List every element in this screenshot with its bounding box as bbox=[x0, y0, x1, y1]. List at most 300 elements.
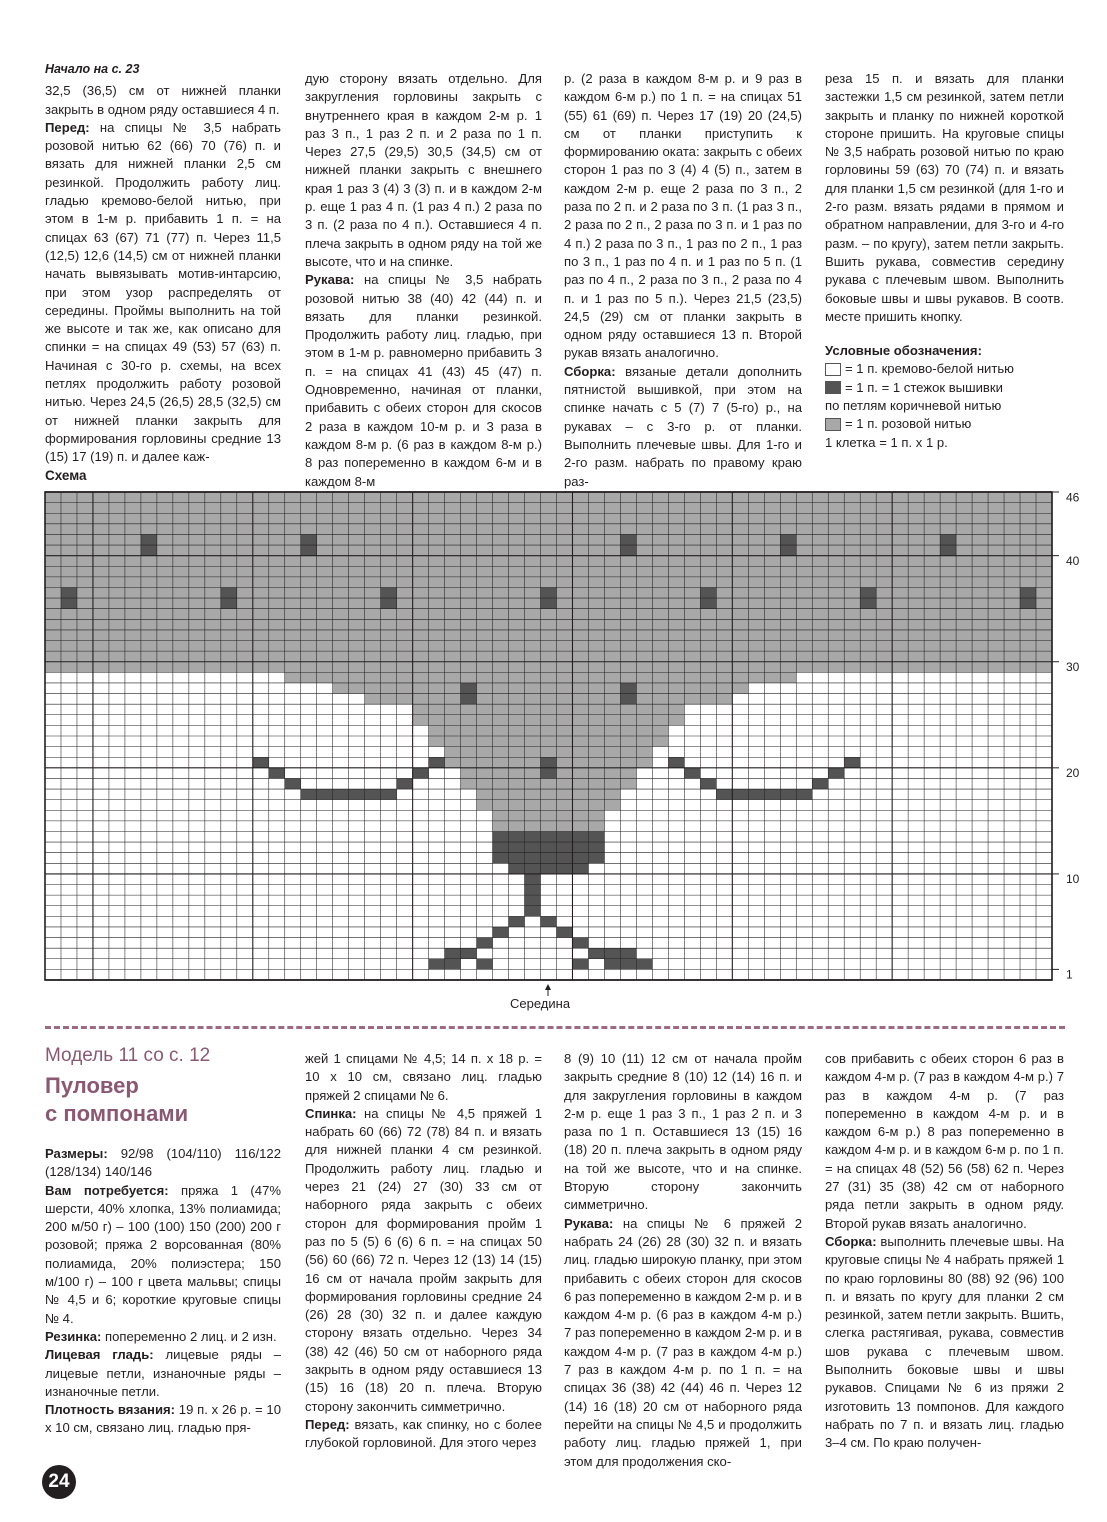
dark-cell bbox=[556, 853, 572, 864]
pink-cell bbox=[525, 725, 541, 736]
bottom-column-3 bbox=[564, 1050, 802, 1471]
pink-cell bbox=[556, 778, 572, 789]
paragraph: Перед: вязать, как спинку, но с более глубокой горловиной. Для этого через bbox=[305, 1416, 542, 1451]
pink-cell bbox=[572, 725, 588, 736]
pink-cell bbox=[541, 715, 557, 726]
pink-cell bbox=[572, 747, 588, 758]
dark-dot bbox=[301, 534, 317, 545]
legend-item-pink: = 1 п. розовой нитью bbox=[825, 415, 1064, 433]
pink-cell bbox=[413, 715, 429, 726]
pink-cell bbox=[668, 704, 684, 715]
pink-cell bbox=[541, 736, 557, 747]
pink-cell bbox=[493, 704, 509, 715]
pink-cell bbox=[604, 736, 620, 747]
pink-cell bbox=[684, 672, 700, 683]
dark-cell bbox=[572, 959, 588, 970]
pink-cell bbox=[732, 683, 748, 694]
dark-dot bbox=[700, 587, 716, 598]
pink-cell bbox=[572, 704, 588, 715]
pink-cell bbox=[700, 694, 716, 705]
pink-cell bbox=[509, 736, 525, 747]
pink-cell bbox=[461, 704, 477, 715]
dark-dot bbox=[620, 683, 636, 694]
dark-cell bbox=[301, 789, 317, 800]
paragraph: р. (2 раза в каждом 8-м р. и 9 раз в каждом 6-м р.) по 1 п. = на спицах 51 (55) 61 (69) п. Через 17 (19) 20 (24,5) см от планки приступить к формированию оката: закрыть с обеих сторон 1 раз по 3 (4) 4 (5) п., затем в каждом 2-м р. еще 2 раза по 3 п., 2 раза по 2 п. и 2 раза по 3 п. (1 раз 3 п., 2 раза по 2 п., 2 раза по 3 п. и 1 раз по 4 п.) 2 раза по 3 п., 1 раз по 2 п., 1 раз по 3 п., 1 раз по 4 п. и 1 раз по 5 п. (1 раз по 4 п., 2 раза по 3 п., 2 раза по 4 п. и 1 раз по 5 п.). Через 21,5 (23,5) 24,5 (29) см от планки закрыть в одном ряду оставшиеся 13 п. Второй рукав вязать аналогично. bbox=[564, 71, 802, 361]
pink-cell bbox=[509, 778, 525, 789]
pink-cell bbox=[572, 672, 588, 683]
pink-cell bbox=[445, 736, 461, 747]
pink-cell bbox=[604, 789, 620, 800]
pink-cell bbox=[604, 694, 620, 705]
paragraph: жей 1 спицами № 4,5; 14 п. х 18 р. = 10 х 10 см, связано лиц. гладью пряжей 2 спицами № 6. bbox=[305, 1051, 542, 1103]
pink-cell bbox=[556, 757, 572, 768]
paragraph: Размеры: 92/98 (104/110) 116/122 (128/134) 140/146 bbox=[45, 1146, 281, 1180]
pink-cell bbox=[556, 810, 572, 821]
dark-cell bbox=[572, 831, 588, 842]
dark-dot bbox=[461, 694, 477, 705]
dark-dot bbox=[381, 598, 397, 609]
pink-cell bbox=[541, 821, 557, 832]
pink-cell bbox=[509, 704, 525, 715]
pink-cell bbox=[700, 683, 716, 694]
pink-cell bbox=[461, 715, 477, 726]
pink-cell bbox=[588, 757, 604, 768]
pink-cell bbox=[556, 789, 572, 800]
pink-cell bbox=[588, 768, 604, 779]
dark-cell bbox=[541, 916, 557, 927]
dark-cell bbox=[556, 842, 572, 853]
pink-cell bbox=[541, 800, 557, 811]
pink-cell bbox=[541, 683, 557, 694]
model-title: Пуловер с помпонами bbox=[45, 1073, 189, 1126]
pink-cell bbox=[572, 778, 588, 789]
pink-cell bbox=[556, 704, 572, 715]
pink-cell bbox=[588, 747, 604, 758]
pink-cell bbox=[381, 694, 397, 705]
dark-cell bbox=[493, 842, 509, 853]
dark-cell bbox=[541, 853, 557, 864]
pink-cell bbox=[652, 704, 668, 715]
paragraph: Рукава: на спицы № 6 пряжей 2 набрать 24 (26) 28 (30) 32 п. и вязать лиц. гладью широкую планку, при этом прибавить с обеих сторон для скосов 6 раз попеременно в каждом 2-м р. и в каждом 4-м р. (6 раз в каждом 4-м р.) 7 раз попеременно в каждом 2-м р. и в каждом 4-м р. (7 раз в каждом 4-м р.) 7 раз в каждом 4-м р. по 1 п. = на спицах 36 (38) 42 (44) 46 п. Через 12 (14) 16 (18) 20 см от наборного ряда перейти на спицы № 4,5 и продолжить работу лиц. гладью пряжей 1, при этом для продолжения ско- bbox=[564, 1215, 802, 1469]
pink-cell bbox=[620, 757, 636, 768]
pink-cell bbox=[461, 736, 477, 747]
pink-cell bbox=[588, 694, 604, 705]
pink-cell bbox=[461, 768, 477, 779]
pink-cell bbox=[700, 672, 716, 683]
dark-dot bbox=[301, 545, 317, 556]
dark-cell bbox=[493, 853, 509, 864]
paragraph: 32,5 (36,5) см от нижней планки закрыть в одном ряду оставшиеся 4 п. bbox=[45, 83, 281, 117]
dark-cell bbox=[509, 831, 525, 842]
pink-cell bbox=[525, 778, 541, 789]
pink-cell bbox=[556, 683, 572, 694]
pink-cell bbox=[604, 768, 620, 779]
pink-cell bbox=[668, 715, 684, 726]
pink-cell bbox=[684, 694, 700, 705]
dark-cell bbox=[636, 959, 652, 970]
dark-cell bbox=[285, 778, 301, 789]
paragraph: сов прибавить с обеих сторон 6 раз в каждом 4-м р. (7 раз в каждом 4-м р.) 7 раз в каждом 4-м р. (7 раз попеременно в каждом 4-м р. и в каждом 6-м р.) 8 раз попеременно в каждом 4-м р. и в каждом 6-м р. по 1 п. = на спицах 48 (52) 56 (58) 62 п. Через 27 (31) 35 (38) 42 см от наборного ряда петли закрыть в одном ряду. Второй рукав вязать аналогично. bbox=[825, 1051, 1064, 1231]
dark-cell bbox=[493, 927, 509, 938]
dark-cell bbox=[365, 789, 381, 800]
pink-cell bbox=[556, 768, 572, 779]
dark-cell bbox=[716, 789, 732, 800]
pink-cell bbox=[541, 778, 557, 789]
dark-cell bbox=[732, 789, 748, 800]
dark-dot bbox=[141, 545, 157, 556]
pink-cell bbox=[604, 715, 620, 726]
dark-cell bbox=[269, 768, 285, 779]
dark-dot bbox=[940, 545, 956, 556]
dark-dot bbox=[541, 768, 557, 779]
dark-cell bbox=[445, 948, 461, 959]
pink-cell bbox=[477, 715, 493, 726]
pink-cell bbox=[445, 704, 461, 715]
dark-dot bbox=[141, 534, 157, 545]
pink-cell bbox=[556, 694, 572, 705]
pink-cell bbox=[477, 778, 493, 789]
pink-yoke bbox=[45, 492, 1052, 672]
dark-dot bbox=[61, 587, 77, 598]
pink-cell bbox=[445, 694, 461, 705]
paragraph: Лицевая гладь: лицевые ряды – лицевые петли, изнаночные ряды – изнаночные петли. bbox=[45, 1347, 281, 1399]
pink-cell bbox=[509, 757, 525, 768]
pink-cell bbox=[604, 683, 620, 694]
dark-cell bbox=[812, 778, 828, 789]
pink-cell bbox=[493, 757, 509, 768]
dark-dot bbox=[780, 534, 796, 545]
pink-cell bbox=[764, 672, 780, 683]
dark-cell bbox=[429, 757, 445, 768]
pink-cell bbox=[301, 672, 317, 683]
pink-cell bbox=[525, 694, 541, 705]
pink-cell bbox=[604, 747, 620, 758]
pink-cell bbox=[429, 704, 445, 715]
dark-cell bbox=[525, 885, 541, 896]
dark-cell bbox=[748, 789, 764, 800]
pink-cell bbox=[588, 715, 604, 726]
bottom-column-4 bbox=[825, 1050, 1064, 1453]
pink-cell bbox=[636, 747, 652, 758]
continued-from: Начало на с. 23 bbox=[45, 62, 140, 76]
paragraph: дую сторону вязать отдельно. Для закругления горловины закрыть с внутреннего края в каждом 2-м р. 1 раз 3 п., 1 раз 2 п. и 2 раза по 1 п. Через 27,5 (29,5) 30,5 (34,5) см от нижней планки закрыть с внешнего края 1 раз 3 (4) 3 (3) п. и в каждом 2-м р. еще 1 раз 4 п. (1 раз 4 п.) 2 раза по 3 п. (2 раза по 4 п.). Оставшиеся 4 п. плеча закрыть в одном ряду на той же высоте, что и на спинке. bbox=[305, 71, 542, 269]
pink-cell bbox=[604, 704, 620, 715]
pink-cell bbox=[429, 725, 445, 736]
pink-cell bbox=[509, 810, 525, 821]
center-arrow-head-icon bbox=[545, 984, 551, 990]
dark-dot bbox=[541, 587, 557, 598]
pink-cell bbox=[493, 821, 509, 832]
pink-cell bbox=[668, 694, 684, 705]
pink-cell bbox=[572, 821, 588, 832]
center-label: Середина bbox=[510, 996, 571, 1011]
pink-cell bbox=[525, 757, 541, 768]
pink-cell bbox=[556, 747, 572, 758]
pink-cell bbox=[461, 725, 477, 736]
pink-cell bbox=[477, 736, 493, 747]
dark-cell bbox=[541, 863, 557, 874]
pink-cell bbox=[588, 725, 604, 736]
dark-cell bbox=[525, 874, 541, 885]
pink-cell bbox=[493, 672, 509, 683]
model-reference: Модель 11 со с. 12 bbox=[45, 1045, 211, 1066]
legend-item-dark-cont: по петлям коричневой нитью bbox=[825, 398, 1002, 414]
pink-cell bbox=[493, 768, 509, 779]
dark-cell bbox=[604, 959, 620, 970]
dark-cell bbox=[509, 853, 525, 864]
pink-cell bbox=[525, 810, 541, 821]
pink-cell bbox=[493, 725, 509, 736]
dark-cell bbox=[572, 853, 588, 864]
row-label: 40 bbox=[1066, 553, 1080, 568]
paragraph: Перед: на спицы № 3,5 набрать розовой нитью 62 (66) 70 (76) п. и вязать для нижней планки 2,5 см резинкой. Продолжить работу лиц. гладью кремово-белой нитью, при этом в 1-м р. прибавить 1 п. = на спицах 63 (67) 71 (77) п. Через 11,5 (12,5) 12,6 (14,5) см от нижней планки начать вывязывать мотив-интарсию, при этом узор распределять от середины. Проймы выполнить на той же высоте и так же, как описано для спинки = на спицах 49 (53) 57 (63) п. Начиная с 30-го р. схемы, на всех петлях продолжить работу розовой нитью. Через 24,5 (26,5) 28,5 (32,5) см от нижней планки закрыть для формирования горловины средние 13 (15) 17 (19) п. и далее каж- bbox=[45, 119, 281, 465]
dark-cell bbox=[556, 927, 572, 938]
pink-cell bbox=[604, 778, 620, 789]
pink-cell bbox=[636, 757, 652, 768]
pink-cell bbox=[572, 694, 588, 705]
pink-cell bbox=[317, 672, 333, 683]
dark-cell bbox=[620, 959, 636, 970]
pink-cell bbox=[604, 672, 620, 683]
pink-cell bbox=[588, 683, 604, 694]
pink-cell bbox=[636, 736, 652, 747]
pink-cell bbox=[461, 757, 477, 768]
pink-cell bbox=[620, 725, 636, 736]
pink-cell bbox=[668, 672, 684, 683]
pink-cell bbox=[429, 683, 445, 694]
legend-title: Условные обозначения: bbox=[825, 343, 982, 359]
pink-cell bbox=[748, 672, 764, 683]
pink-cell bbox=[620, 736, 636, 747]
paragraph: Вам потребуется: пряжа 1 (47% шерсти, 40% хлопка, 13% полиамида; 200 м/50 г) – 100 (100) 150 (200) 200 г розовой; пряжа 2 ворсованная (80% полиамида, 20% полиэстера; 150 м/100 г) – 100 г цвета мальвы; спицы № 4,5 и 6; короткие круговые спицы № 4. bbox=[45, 1182, 281, 1326]
pink-cell bbox=[541, 747, 557, 758]
bottom-column-2 bbox=[305, 1050, 542, 1453]
pink-cell bbox=[397, 672, 413, 683]
legend-scale: 1 клетка = 1 п. х 1 р. bbox=[825, 434, 948, 450]
dark-cell bbox=[509, 916, 525, 927]
dark-cell bbox=[477, 938, 493, 949]
paragraph: реза 15 п. и вязать для планки застежки 1,5 см резинкой, затем петли закрыть и планку по нижней короткой стороне пришить. На круговые спицы № 3,5 набрать розовой нитью по краю горловины 59 (63) 70 (74) п. и вязать для планки 1,5 см резинкой (для 1-го и 2-го разм. вязать рядами в прямом и обратном направлении, для 3-го и 4-го разм. – по кругу), затем петли закрыть. Вшить рукава, совместив середину рукава с плечевым швом. Выполнить боковые швы и швы рукавов. В соотв. месте пришить кнопку. bbox=[825, 71, 1064, 324]
dark-cell bbox=[780, 789, 796, 800]
dark-cell bbox=[525, 906, 541, 917]
pink-cell bbox=[381, 672, 397, 683]
dark-cell bbox=[556, 831, 572, 842]
pink-cell bbox=[477, 704, 493, 715]
dark-dot bbox=[541, 757, 557, 768]
dark-cell bbox=[525, 842, 541, 853]
pink-cell bbox=[716, 694, 732, 705]
pink-cell bbox=[572, 810, 588, 821]
paragraph: Плотность вязания: 19 п. х 26 р. = 10 х 10 см, связано лиц. гладью пря- bbox=[45, 1402, 281, 1436]
pink-cell bbox=[572, 768, 588, 779]
pink-cell bbox=[604, 725, 620, 736]
dark-cell bbox=[700, 778, 716, 789]
paragraph: Сборка: вязаные детали дополнить пятнистой вышивкой, при этом на спинке начать с 5 (7) 7 (5-го) р., на рукавах – с 3-го р. от планки. Выполнить плечевые швы. Для 1-го и 2-го разм. набрать по правому краю раз- bbox=[564, 363, 802, 489]
paragraph: Сборка: выполнить плечевые швы. На круговые спицы № 4 набрать пряжей 1 по краю горловины 80 (88) 92 (96) 100 п. и вязать по кругу для планки 2 см резинкой, затем петли закрыть. Вшить, слегка растягивая, рукава, совместив шов рукава с плечевым швом. Выполнить боковые швы и швы рукавов. Спицами № 6 из пряжи 2 изготовить 13 помпонов. Для каждого набрать по 7 п. и вязать лиц. гладью 3–4 см. По краю получен- bbox=[825, 1233, 1064, 1451]
pink-cell bbox=[477, 672, 493, 683]
pink-cell bbox=[509, 683, 525, 694]
dark-dot bbox=[860, 587, 876, 598]
dark-cell bbox=[509, 842, 525, 853]
pink-cell bbox=[477, 789, 493, 800]
pink-cell bbox=[636, 672, 652, 683]
pink-cell bbox=[525, 747, 541, 758]
pink-cell bbox=[525, 704, 541, 715]
dark-cell bbox=[844, 757, 860, 768]
pink-cell bbox=[509, 821, 525, 832]
dark-cell bbox=[541, 842, 557, 853]
pink-cell bbox=[445, 672, 461, 683]
dark-cell bbox=[477, 959, 493, 970]
pink-cell bbox=[684, 683, 700, 694]
pink-cell bbox=[525, 683, 541, 694]
pink-cell bbox=[509, 725, 525, 736]
pink-cell bbox=[477, 747, 493, 758]
pink-cell bbox=[732, 672, 748, 683]
pink-cell bbox=[588, 821, 604, 832]
pink-cell bbox=[397, 683, 413, 694]
pink-cell bbox=[572, 800, 588, 811]
row-label: 30 bbox=[1066, 660, 1080, 675]
pink-cell bbox=[525, 715, 541, 726]
dark-dot bbox=[541, 598, 557, 609]
pink-cell bbox=[429, 736, 445, 747]
pink-cell bbox=[493, 683, 509, 694]
dark-cell bbox=[525, 863, 541, 874]
pink-cell bbox=[509, 672, 525, 683]
dark-cell bbox=[349, 789, 365, 800]
pink-cell bbox=[652, 736, 668, 747]
pink-cell bbox=[493, 810, 509, 821]
chart-title: Схема bbox=[45, 468, 87, 483]
pink-cell bbox=[541, 725, 557, 736]
dark-cell bbox=[764, 789, 780, 800]
pink-cell bbox=[604, 757, 620, 768]
pink-cell bbox=[572, 736, 588, 747]
pink-cell bbox=[620, 704, 636, 715]
pink-cell bbox=[620, 768, 636, 779]
pink-cell bbox=[381, 683, 397, 694]
pink-cell bbox=[588, 810, 604, 821]
paragraph: Рукава: на спицы № 3,5 набрать розовой нитью 38 (40) 42 (44) п. и вязать для планки резинкой. Продолжить работу лиц. гладью, при этом в 1-м р. равномерно прибавить 3 п. = на спицах 41 (43) 45 (47) п. Одновременно, начиная от планки, прибавить с обеих сторон для скосов 2 раза в каждом 10-м р. и 3 раза в каждом 8-м р. (6 раз в каждом 8-м р.) 8 раз попеременно в каждом 6-м и в каждом 8-м bbox=[305, 272, 542, 489]
paragraph: Спинка: на спицы № 4,5 пряжей 1 набрать 60 (66) 72 (78) 84 п. и вязать для нижней планки 4 см резинкой. Продолжить работу лиц. гладью и через 21 (24) 27 (30) 33 см от наборного ряда закрыть с обеих сторон для формирования пройм 1 раз по 5 (5) 6 (6) 6 п. = на спицах 50 (56) 60 (66) 72 п. Через 12 (13) 14 (15) 16 см от начала пройм закрыть для формирования горловины средние 24 (26) 28 (30) 32 п. и далее каждую сторону вязать отдельно. Через 34 (38) 42 (46) 50 см от наборного ряда закрыть в одном ряду оставшиеся 13 (15) 16 (18) 20 п. плеча. Вторую сторону закончить симметрично. bbox=[305, 1105, 542, 1414]
pink-cell bbox=[556, 672, 572, 683]
pink-cell bbox=[636, 683, 652, 694]
row-label: 20 bbox=[1066, 766, 1080, 781]
pink-cell bbox=[429, 672, 445, 683]
pink-cell bbox=[285, 672, 301, 683]
pink-cell bbox=[493, 778, 509, 789]
pink-cell bbox=[556, 725, 572, 736]
pink-cell bbox=[333, 672, 349, 683]
dark-cell bbox=[684, 768, 700, 779]
pink-cell bbox=[461, 778, 477, 789]
dark-dot bbox=[860, 598, 876, 609]
dark-cell bbox=[588, 853, 604, 864]
dark-cell bbox=[445, 959, 461, 970]
page-number: 24 bbox=[42, 1465, 76, 1499]
pink-cell bbox=[461, 672, 477, 683]
pink-cell bbox=[541, 704, 557, 715]
legend-item-dark: = 1 п. = 1 стежок вышивки bbox=[825, 379, 1064, 397]
pink-cell bbox=[477, 694, 493, 705]
pink-cell bbox=[413, 672, 429, 683]
pink-cell bbox=[572, 757, 588, 768]
dark-cell bbox=[525, 853, 541, 864]
dark-cell bbox=[796, 789, 812, 800]
paragraph: 8 (9) 10 (11) 12 см от начала пройм закрыть средние 8 (10) 12 (14) 16 п. и для закругления горловины в каждом 2-м р. еще 1 раз 3 п., 1 раз 2 п. и 3 раза по 1 п. Оставшиеся 13 (15) 16 (18) 20 п. плеча закрыть в одном ряду на той же высоте, что и на спинке. Вторую сторону закончить симметрично. bbox=[564, 1051, 802, 1213]
pink-cell bbox=[525, 821, 541, 832]
pink-cell bbox=[604, 800, 620, 811]
dark-cell bbox=[572, 842, 588, 853]
pink-cell bbox=[525, 768, 541, 779]
pink-cell bbox=[509, 715, 525, 726]
pink-cell bbox=[541, 789, 557, 800]
pink-cell bbox=[541, 672, 557, 683]
dark-dot bbox=[620, 694, 636, 705]
dark-cell bbox=[429, 959, 445, 970]
pink-cell bbox=[365, 683, 381, 694]
pink-cell bbox=[445, 715, 461, 726]
pink-cell bbox=[652, 725, 668, 736]
pink-cell bbox=[525, 800, 541, 811]
dark-cell bbox=[493, 831, 509, 842]
pink-cell bbox=[525, 736, 541, 747]
dark-cell bbox=[525, 831, 541, 842]
dark-dot bbox=[620, 545, 636, 556]
dark-cell bbox=[317, 789, 333, 800]
pink-cell bbox=[652, 715, 668, 726]
dark-cell bbox=[413, 768, 429, 779]
dark-cell bbox=[572, 863, 588, 874]
pink-cell bbox=[365, 672, 381, 683]
pink-cell bbox=[525, 789, 541, 800]
dark-cell bbox=[668, 757, 684, 768]
pink-cell bbox=[509, 789, 525, 800]
dark-cell bbox=[541, 831, 557, 842]
pink-cell bbox=[636, 725, 652, 736]
pink-cell bbox=[572, 789, 588, 800]
pink-cell bbox=[493, 800, 509, 811]
dark-cell bbox=[588, 948, 604, 959]
pink-cell bbox=[509, 800, 525, 811]
pink-cell bbox=[541, 694, 557, 705]
pink-cell bbox=[349, 683, 365, 694]
pink-cell bbox=[397, 694, 413, 705]
pink-cell bbox=[588, 778, 604, 789]
pink-cell bbox=[509, 768, 525, 779]
pink-cell bbox=[445, 725, 461, 736]
row-label: 1 bbox=[1066, 967, 1073, 982]
dark-cell bbox=[397, 778, 413, 789]
row-label: 46 bbox=[1066, 490, 1080, 505]
dark-cell bbox=[604, 948, 620, 959]
pink-cell bbox=[556, 800, 572, 811]
dark-dot bbox=[940, 534, 956, 545]
dark-dot bbox=[221, 587, 237, 598]
bottom-column-1 bbox=[45, 1145, 281, 1438]
pink-cell bbox=[716, 672, 732, 683]
dark-dot bbox=[221, 598, 237, 609]
pink-cell bbox=[477, 683, 493, 694]
dark-dot bbox=[461, 683, 477, 694]
pink-cell bbox=[413, 683, 429, 694]
pink-cell bbox=[349, 672, 365, 683]
pink-cell bbox=[477, 768, 493, 779]
dark-dot bbox=[620, 534, 636, 545]
pink-cell bbox=[652, 672, 668, 683]
dark-cell bbox=[381, 789, 397, 800]
